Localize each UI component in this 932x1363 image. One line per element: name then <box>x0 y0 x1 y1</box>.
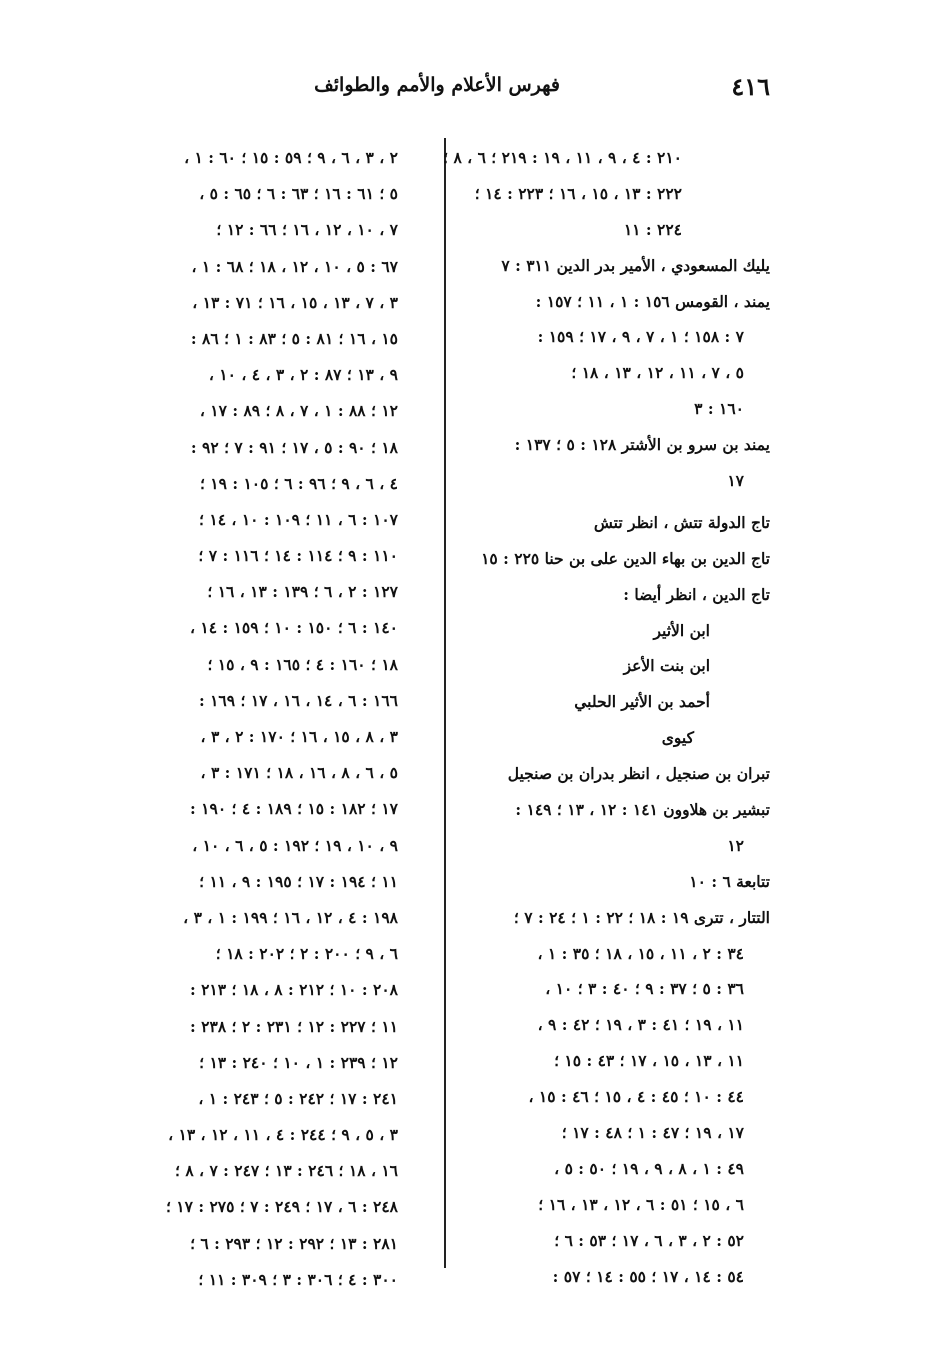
index-line: ٧ : ١٥٨ ؛ ١ ، ٧ ، ٩ ، ١٧ ؛ ١٥٩ : <box>537 327 744 347</box>
index-line: ١٨ ؛ ٩٠ : ٥ ، ١٧ ؛ ٩١ : ٧ ؛ ٩٢ : <box>190 437 398 457</box>
index-line: ٣٤ : ٢ ، ١١ ، ١٥ ، ١٨ ؛ ٣٥ : ١ ، <box>537 943 744 963</box>
index-line: ٢١٠ : ٤ ، ٩ ، ١١ ، ١٩ : ٢١٩ ؛ ٦ ، ٨ ؛ <box>443 148 682 167</box>
index-line: ٤٤ : ١٠ ؛ ٤٥ : ٤ ، ١٥ ؛ ٤٦ : ١٥ ، <box>528 1087 744 1107</box>
index-line: ٦ ، ٩ ؛ ٢٠٠ : ٢ ؛ ٢٠٢ : ١٨ ؛ <box>215 944 398 964</box>
index-line: ٣ ، ٨ ، ١٥ ، ١٦ ؛ ١٧٠ : ٢ ، ٣ ، <box>200 727 398 746</box>
index-line: ٥ ، ٦ ، ٨ ، ١٦ ، ١٨ ؛ ١٧١ : ٣ ، <box>200 763 398 783</box>
index-line: ١١ ؛ ٢٢٧ : ١٢ ؛ ٢٣١ : ٢ ؛ ٢٣٨ : <box>190 1016 398 1036</box>
index-line: ٣٦ : ٥ ؛ ٣٧ : ٩ ؛ ٤٠ : ٣ ؛ ١٠ ، <box>545 979 744 999</box>
index-line: ٢٢٢ : ١٣ ، ١٥ ، ١٦ ؛ ٢٢٣ : ١٤ ؛ <box>474 183 682 203</box>
page-number: ٤١٦ <box>731 72 770 101</box>
index-line: ٢٨١ : ١٣ ؛ ٢٩٢ : ١٢ ؛ ٢٩٣ : ٦ ؛ <box>190 1233 398 1253</box>
index-line: ٩ ، ١٣ ؛ ٨٧ : ٢ ، ٣ ، ٤ ، ١٠ ، <box>208 365 398 385</box>
index-line: يمند بن سرو بن الأشتر ١٢٨ : ٥ ؛ ١٣٧ : <box>514 435 770 455</box>
index-line: ١١ ، ١٣ ، ١٥ ، ١٧ ؛ ٤٣ : ١٥ ؛ <box>554 1051 744 1071</box>
index-line: ١٤٠ : ٦ ؛ ١٥٠ : ١٠ ؛ ١٥٩ : ١٤ ، <box>189 618 398 638</box>
running-title: فهرس الأعلام والأمم والطوائف <box>314 74 560 96</box>
index-column-right <box>420 140 770 1295</box>
index-line: تاج الدين ، انظر أيضا : <box>623 584 770 604</box>
index-column-left <box>78 140 398 1298</box>
index-line: ٢٢٤ : ١١ <box>623 219 682 239</box>
index-line: ٥٢ : ٢ ، ٣ ، ٦ ، ١٧ ؛ ٥٣ : ٦ ؛ <box>554 1230 744 1250</box>
index-line: يمند ، القومس ١٥٦ : ١ ، ١١ ؛ ١٥٧ : <box>535 291 770 311</box>
index-line: ١٨ ؛ ١٦٠ : ٤ ؛ ١٦٥ : ٩ ، ١٥ ؛ <box>207 654 398 674</box>
index-line: ٣٠٠ : ٤ ؛ ٣٠٦ : ٣ ؛ ٣٠٩ : ١١ ؛ <box>198 1269 398 1289</box>
index-line: ١٦٠ : ٣ <box>694 399 744 419</box>
index-line: ٧ ، ١٠ ، ١٢ ، ١٦ ؛ ٦٦ : ١٢ ؛ <box>216 220 398 240</box>
index-line: كيوى <box>661 728 694 748</box>
index-line: ٤٩ : ١ ، ٨ ، ٩ ، ١٩ ؛ ٥٠ : ٥ ، <box>554 1158 744 1178</box>
index-line: ١٧ ؛ ١٨٢ : ١٥ ؛ ١٨٩ : ٤ ؛ ١٩٠ : <box>190 799 398 819</box>
index-line: ٣ ، ٥ ، ٩ ؛ ٢٤٤ : ٤ ، ١١ ، ١٢ ، ١٣ ، <box>168 1125 398 1145</box>
index-line: ٥ ، ٧ ، ١١ ، ١٢ ، ١٣ ، ١٨ ؛ <box>571 363 744 383</box>
index-line: تبشير بن هلاوون ١٤١ : ١٢ ، ١٣ ؛ ١٤٩ : <box>515 800 770 820</box>
index-line: ابن الأثير <box>653 620 710 640</box>
index-line: ١٢ ؛ ٨٨ : ١ ، ٧ ، ٨ ؛ ٨٩ : ١٧ ، <box>199 401 398 421</box>
index-line: تاج الدين بن بهاء الدين على بن حنا ٢٢٥ : ١٥ <box>481 548 770 568</box>
index-line: ٢٤١ : ١٧ ؛ ٢٤٢ : ٥ ؛ ٢٤٣ : ١ ، <box>198 1088 398 1108</box>
index-line: ١٠٧ : ٦ ، ١١ ؛ ١٠٩ : ١٠ ، ١٤ ؛ <box>199 509 398 529</box>
index-line: تبران بن صنجيل ، انظر بدران بن صنجيل <box>507 764 770 784</box>
index-line: ١٢٧ : ٢ ، ٦ ؛ ١٣٩ : ١٣ ، ١٦ ؛ <box>207 582 398 602</box>
index-line: ٢ ، ٣ ، ٦ ، ٩ ؛ ٥٩ : ١٥ ؛ ٦٠ : ١ ، <box>184 148 398 167</box>
index-line: ١٧ <box>727 471 744 491</box>
index-line: ٣ ، ٧ ، ١٣ ، ١٥ ، ١٦ ؛ ٧١ : ١٣ ، <box>192 292 398 312</box>
index-line: ٥٤ : ١٤ ، ١٧ ؛ ٥٥ : ١٤ ؛ ٥٧ : <box>552 1266 744 1286</box>
index-line: ٤ ، ٦ ، ٩ ؛ ٩٦ : ٦ ؛ ١٠٥ : ١٩ ؛ <box>199 473 398 493</box>
index-line: التتار ، تترى ١٩ : ١٨ ؛ ٢٢ : ١ ؛ ٢٤ : ٧ ؛ <box>513 907 770 927</box>
index-line: ١١ ، ١٩ ؛ ٤١ : ٣ ، ١٩ ؛ ٤٢ : ٩ ، <box>537 1015 744 1035</box>
index-line: ٢٠٨ : ١٠ ؛ ٢١٢ : ٨ ، ١٨ ؛ ٢١٣ : <box>189 980 398 1000</box>
index-line: ٥ ؛ ٦١ : ١٦ ؛ ٦٣ : ٦ ؛ ٦٥ : ٥ ، <box>199 184 398 204</box>
index-line: ١٧ ، ١٩ ؛ ٤٧ : ١ ؛ ٤٨ : ١٧ ؛ <box>561 1123 744 1143</box>
index-line: ابن بنت الأعز <box>623 656 710 676</box>
index-line: أحمد بن الأثير الحلبي <box>574 692 710 712</box>
index-line: ٦ ، ١٥ ؛ ٥١ : ٦ ، ١٢ ، ١٣ ، ١٦ ؛ <box>538 1194 744 1214</box>
index-line: تتابعة ٦ : ١٠ <box>689 871 770 891</box>
index-line: ١٦٦ : ٦ ، ١٤ ، ١٦ ، ١٧ ؛ ١٦٩ : <box>198 690 398 710</box>
index-line: ١١٠ : ٩ ؛ ١١٤ : ١٤ ؛ ١١٦ : ٧ ؛ <box>198 546 398 566</box>
index-line: ١٩٨ : ٤ ، ١٢ ، ١٦ ؛ ١٩٩ : ١ ، ٣ ، <box>183 907 398 927</box>
index-line: ١٢ <box>727 835 744 855</box>
index-line: ١٢ ؛ ٢٣٩ : ١ ، ١٠ ؛ ٢٤٠ : ١٣ ؛ <box>199 1052 398 1072</box>
index-line: يليك المسعودي ، الأمير بدر الدين ٣١١ : ٧ <box>501 255 770 275</box>
index-line: تاج الدولة تتش ، انظر تتش <box>593 512 770 532</box>
index-line: ٢٤٨ : ٦ ، ١٧ ؛ ٢٤٩ : ٧ ؛ ٢٧٥ : ١٧ ؛ <box>165 1197 398 1217</box>
index-line: ٦٧ : ٥ ، ١٠ ، ١٢ ، ١٨ ؛ ٦٨ : ١ ، <box>191 256 398 276</box>
index-line: ١٥ ، ١٦ ؛ ٨١ : ٥ ؛ ٨٣ : ١ ؛ ٨٦ : <box>190 328 398 348</box>
index-line: ٩ ، ١٠ ، ١٩ ؛ ١٩٢ : ٥ ، ٦ ، ١٠ ، <box>192 835 398 855</box>
index-line: ١٦ ، ١٨ ؛ ٢٤٦ : ١٣ ؛ ٢٤٧ : ٧ ، ٨ ؛ <box>174 1161 398 1181</box>
index-line: ١١ ؛ ١٩٤ : ١٧ ؛ ١٩٥ : ٩ ، ١١ ؛ <box>199 871 398 891</box>
